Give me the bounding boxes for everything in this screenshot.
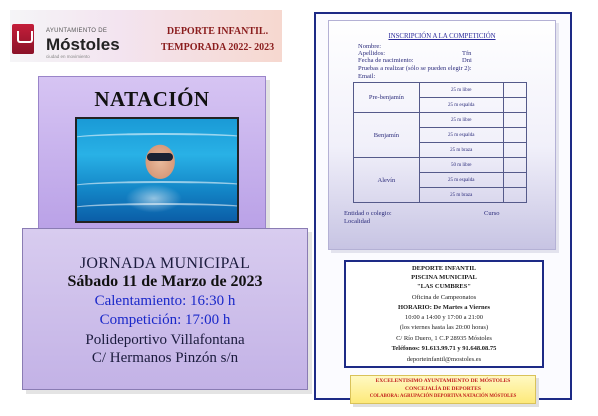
form-field-localidad[interactable]: Localidad: [344, 218, 370, 225]
form-field-pruebas: Pruebas a realizar (sólo se pueden elegir 2):: [358, 65, 472, 72]
event-cell: 25 m espalda: [419, 173, 503, 188]
sport-title: NATACIÓN: [94, 87, 210, 111]
table-row: [354, 83, 527, 98]
form-field-email[interactable]: Email:: [358, 73, 376, 80]
category-cell: Pre-benjamín: [354, 83, 420, 113]
table-row: [354, 113, 527, 128]
event-address: C/ Hermanos Pinzón s/n: [91, 350, 239, 366]
form-field-curso[interactable]: Curso: [484, 210, 500, 217]
header-title-line2: TEMPORADA 2022- 2023: [160, 42, 275, 53]
event-checkbox-cell[interactable]: [503, 113, 526, 128]
event-date: Sábado 11 de Marzo de 2023: [67, 273, 263, 290]
contact-line: PISCINA MUNICIPAL: [411, 274, 477, 281]
event-checkbox-cell[interactable]: [503, 158, 526, 173]
form-field-dni[interactable]: Dni: [462, 57, 472, 64]
form-field-nombre[interactable]: Nombre:: [358, 43, 382, 50]
contact-email-link[interactable]: deporteinfantil@mostoles.es: [406, 356, 482, 363]
contact-line: DEPORTE INFANTIL: [411, 265, 477, 272]
logo-tagline: ciudad en movimiento: [46, 54, 90, 59]
events-table: [353, 82, 527, 203]
event-cell: 25 m libre: [419, 83, 503, 98]
goggles-icon: [147, 153, 173, 161]
contact-phones: Teléfonos: 91.613.99.71 y 91.648.08.75: [391, 345, 497, 352]
mostoles-logo-icon: [12, 24, 34, 54]
event-checkbox-cell[interactable]: [503, 98, 526, 113]
form-title: INSCRIPCIÓN A LA COMPETICIÓN: [388, 33, 496, 40]
water-wave: [75, 203, 239, 215]
water-wave: [75, 133, 239, 145]
water-wave: [75, 181, 239, 193]
footer-line: CONCEJALÍA DE DEPORTES: [405, 386, 481, 392]
event-cell: 25 m espalda: [419, 98, 503, 113]
event-checkbox-cell[interactable]: [503, 83, 526, 98]
category-cell: Benjamín: [354, 113, 420, 158]
footer-line: EXCELENTISIMO AYUNTAMIENTO DE MÓSTOLES: [375, 378, 511, 384]
logo-small-text: AYUNTAMIENTO DE: [46, 28, 108, 34]
event-checkbox-cell[interactable]: [503, 143, 526, 158]
contact-line: Oficina de Campeonatos: [411, 294, 477, 301]
form-field-apellidos[interactable]: Apellidos:: [358, 50, 386, 57]
event-checkbox-cell[interactable]: [503, 173, 526, 188]
event-jornada: JORNADA MUNICIPAL: [79, 255, 251, 272]
form-field-entidad[interactable]: Entidad o colegio:: [344, 210, 392, 217]
contact-hours-title: HORARIO: De Martes a Viernes: [397, 304, 491, 311]
footer-line: COLABORA: AGRUPACIÓN DEPORTIVA NATACIÓN MÓSTOLES: [369, 394, 517, 399]
event-cell: 25 m braza: [419, 143, 503, 158]
header-title-line1: DEPORTE INFANTIL.: [166, 26, 269, 37]
event-cell: 25 m espalda: [419, 128, 503, 143]
event-warmup-time: Calentamiento: 16:30 h: [94, 293, 236, 309]
municipal-logo: [12, 18, 152, 58]
event-venue: Polideportivo Villafontana: [85, 332, 245, 348]
event-checkbox-cell[interactable]: [503, 188, 526, 203]
form-field-tfn[interactable]: Tfn: [462, 50, 472, 57]
contact-address: C/ Río Duero, 1 C.P 28935 Móstoles: [396, 335, 492, 342]
logo-name: Móstoles: [46, 35, 120, 54]
header-title: [155, 24, 280, 56]
form-field-fecha-nacimiento[interactable]: Fecha de nacimiento:: [358, 57, 414, 64]
event-competition-time: Competición: 17:00 h: [99, 312, 231, 328]
event-cell: 25 m libre: [419, 113, 503, 128]
contact-hours: 10:00 a 14:00 y 17:00 a 21:00: [405, 314, 483, 321]
contact-hours-note: (los viernes hasta las 20:00 horas): [399, 324, 489, 331]
event-checkbox-cell[interactable]: [503, 128, 526, 143]
table-row: [354, 158, 527, 173]
category-cell: Alevín: [354, 158, 420, 203]
event-cell: 50 m libre: [419, 158, 503, 173]
contact-line: "LAS CUMBRES": [417, 283, 471, 290]
child-swimming-photo: [75, 117, 239, 223]
event-cell: 25 m braza: [419, 188, 503, 203]
